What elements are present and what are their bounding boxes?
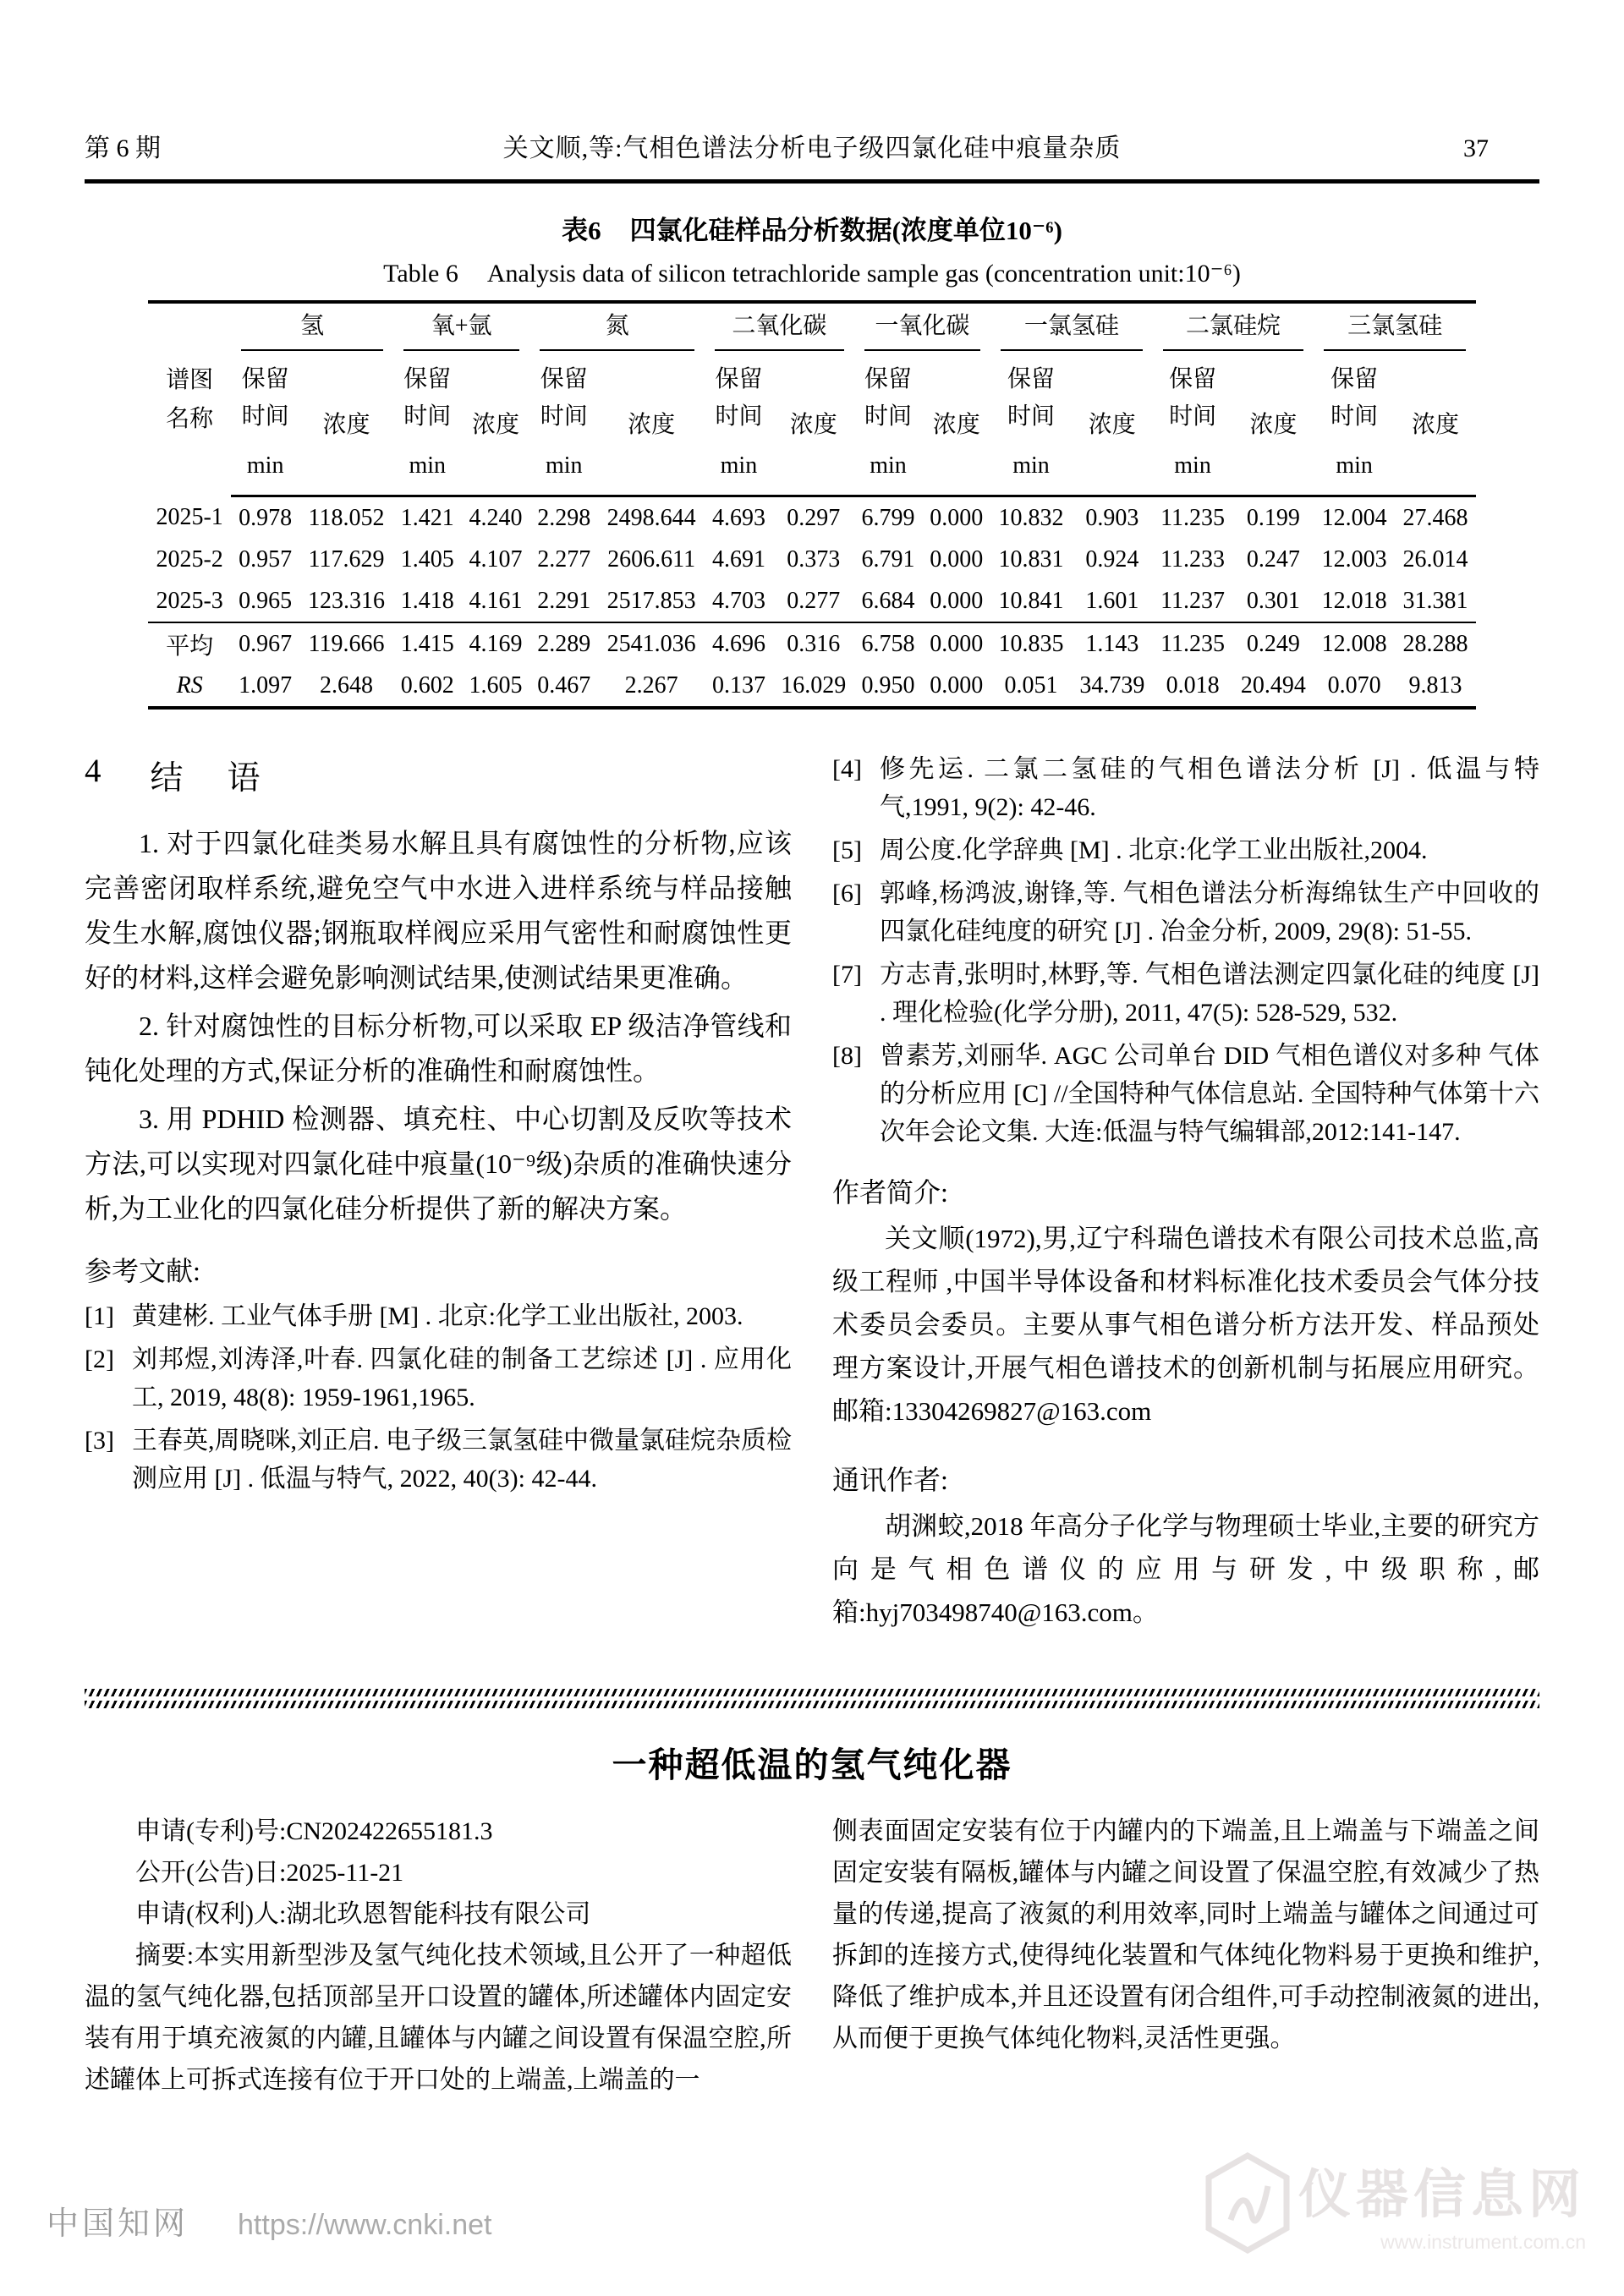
table-cell: 0.199	[1246, 504, 1300, 531]
body-columns	[85, 745, 1539, 1660]
table-cell: 2.291	[537, 587, 591, 614]
table-cell: 11.235	[1160, 504, 1226, 531]
corresponding-author-heading: 通讯作者:	[832, 1465, 948, 1495]
reference-text: 刘邦煜,刘涛泽,叶春. 四氯化硅的制备工艺综述 [J] . 应用化工, 2019, 48(8): 1959-1961,1965.	[132, 1345, 792, 1411]
subheader-concentration: 浓度	[598, 351, 705, 496]
instrument-logo-icon	[1205, 2152, 1290, 2254]
patent-number-field: 申请(专利)号:CN202422655181.3	[135, 1817, 493, 1845]
table-cell: 12.003	[1321, 545, 1387, 573]
table-cell: 118.052	[308, 504, 385, 531]
table-cell: 20.494	[1240, 671, 1306, 699]
table-cell: 0.903	[1085, 504, 1139, 531]
page-footer	[47, 2197, 491, 2244]
gas-header: 一氯氢硅	[990, 302, 1153, 351]
subheader-retention: 保留 时间 min	[231, 351, 299, 496]
table-cell: 11.235	[1153, 622, 1233, 665]
table-cell: 0.467	[537, 671, 591, 699]
table-cell: 16.029	[781, 671, 847, 699]
row-header-line2: 名称	[166, 405, 214, 432]
table-cell: 0.000	[930, 671, 984, 699]
issue-label: 第 6 期	[85, 134, 161, 162]
table-cell: 10.831	[998, 545, 1064, 573]
patent-columns	[85, 1811, 1539, 2101]
table-cell: 2517.853	[606, 587, 696, 614]
table-caption-en-label: Table 6	[383, 260, 458, 288]
table-cell: 0.051	[1004, 671, 1058, 699]
patent-abstract-right: 侧表面固定安装有位于内罐内的下端盖,且上端盖与下端盖之间固定安装有隔板,罐体与内罐之间设置了保温空腔,有效减少了热量的传递,提高了液氮的利用效率,同时上端盖与罐体之间通过可拆卸的连接方式,使得纯化装置和气体纯化物料易于更换和维护,降低了维护成本,并且还设置有闭合组件,可手动控制液氮的进出,从而便于更换气体纯化物料,灵活性更强。	[832, 1817, 1539, 2052]
table-cell: 1.421	[400, 504, 454, 531]
reference-text: 郭峰,杨鸿波,谢锋,等. 气相色谱法分析海绵钛生产中回收的四氯化硅纯度的研究 [J] . 冶金分析, 2009, 29(8): 51-55.	[880, 879, 1539, 945]
table-cell: 2.648	[319, 671, 373, 699]
corresponding-author-text: 胡渊蛟,2018 年高分子化学与物理硕士毕业,主要的研究方向是气相色谱仪的应用与研发,中级职称,邮箱:hyj703498740@163.com。	[832, 1511, 1539, 1627]
author-bio-heading: 作者简介:	[832, 1177, 948, 1208]
page-number: 37	[1463, 134, 1489, 162]
reference-number: [2]	[85, 1345, 114, 1373]
reference-item	[85, 1340, 792, 1417]
table-caption-zh	[85, 209, 1539, 247]
table-cell: 4.240	[469, 504, 523, 531]
running-header	[85, 127, 1539, 164]
gas-header: 氢	[231, 302, 393, 351]
reference-text: 周公度.化学辞典 [M] . 北京:化学工业出版社,2004.	[880, 836, 1428, 864]
table-subheader-row	[148, 351, 1476, 496]
table-cell: 10.841	[998, 587, 1064, 614]
watermark-name: 仪器信息网	[1298, 2166, 1586, 2224]
reference-item	[85, 1297, 792, 1335]
patent-applicant-field: 申请(权利)人:湖北玖恩智能科技有限公司	[135, 1900, 591, 1928]
table-cell: 6.758	[854, 622, 923, 665]
table-cell: 119.666	[299, 622, 393, 665]
table-cell: 117.629	[308, 545, 385, 573]
table-cell: 0.950	[861, 671, 915, 699]
table-cell: 0.137	[711, 671, 765, 699]
table-cell: 0.316	[773, 622, 854, 665]
reference-number: [3]	[85, 1427, 114, 1455]
table-cell: 0.965	[239, 587, 293, 614]
reference-number: [5]	[832, 836, 862, 864]
subheader-retention: 保留 时间 min	[705, 351, 773, 496]
subheader-concentration: 浓度	[1072, 351, 1153, 496]
cnki-url-link[interactable]: https://www.cnki.net	[238, 2209, 492, 2241]
references-heading: 参考文献:	[85, 1256, 200, 1286]
left-column	[85, 745, 792, 1660]
table-cell: 31.381	[1402, 587, 1468, 614]
watermark-text	[1298, 2152, 1586, 2254]
reference-number: [8]	[832, 1042, 862, 1070]
patent-publication-date-field: 公开(公告)日:2025-11-21	[135, 1859, 404, 1887]
table-cell: 2541.036	[598, 622, 705, 665]
table-cell: 0.373	[787, 545, 841, 573]
subheader-concentration: 浓度	[773, 351, 854, 496]
table-cell: 1.143	[1072, 622, 1153, 665]
table-cell: 11.237	[1160, 587, 1226, 614]
table-row-average	[148, 622, 1476, 665]
table-row	[148, 496, 1476, 540]
gas-header: 三氯氢硅	[1314, 302, 1476, 351]
table-cell: 4.169	[462, 622, 530, 665]
section-divider	[85, 1689, 1539, 1708]
table-cell: 0.249	[1232, 622, 1314, 665]
table-cell: 2.267	[624, 671, 678, 699]
table-cell: 4.161	[469, 587, 523, 614]
references-list-left	[85, 1297, 792, 1498]
reference-item	[832, 1037, 1539, 1151]
table-cell: 0.602	[400, 671, 454, 699]
subheader-retention: 保留 时间 min	[1314, 351, 1395, 496]
conclusion-paragraph-2: 2. 针对腐蚀性的目标分析物,可以采取 EP 级洁净管线和钝化处理的方式,保证分析的准确性和耐腐蚀性。	[85, 1011, 792, 1086]
table-cell: 12.004	[1321, 504, 1387, 531]
section-title-char2: 语	[227, 760, 261, 797]
table-cell: 0.000	[922, 622, 990, 665]
gas-header: 氧+氩	[393, 302, 529, 351]
row-label: 2025-1	[156, 503, 223, 530]
table-cell: 0.000	[930, 545, 984, 573]
table-cell: 0.301	[1246, 587, 1300, 614]
table-cell: 0.000	[930, 587, 984, 614]
row-label: RS	[176, 671, 203, 699]
section-title-char1: 结	[150, 760, 184, 797]
table-cell: 0.277	[787, 587, 841, 614]
subheader-concentration: 浓度	[299, 351, 393, 496]
table-cell: 11.233	[1160, 545, 1226, 573]
table-cell: 0.924	[1085, 545, 1139, 573]
table-cell: 0.070	[1327, 671, 1381, 699]
gas-header: 一氧化碳	[854, 302, 990, 351]
table-cell: 4.691	[711, 545, 765, 573]
watermark-url: www.instrument.com.cn	[1380, 2231, 1586, 2253]
patent-abstract-left: 摘要:本实用新型涉及氢气纯化技术领域,且公开了一种超低温的氢气纯化器,包括顶部呈开口设置的罐体,所述罐体内固定安装有用于填充液氮的内罐,且罐体与内罐之间设置有保温空腔,所述罐体上可拆式连接有位于开口处的上端盖,上端盖的一	[85, 1942, 792, 2094]
hatch-line-icon	[85, 1701, 1539, 1708]
row-label: 2025-2	[156, 545, 223, 573]
table-cell: 28.288	[1395, 622, 1476, 665]
reference-text: 王春英,周晓咪,刘正启. 电子级三氯氢硅中微量氯硅烷杂质检测应用 [J] . 低温与特气, 2022, 40(3): 42-44.	[132, 1427, 792, 1493]
section-number: 4	[85, 753, 102, 789]
reference-item	[85, 1422, 792, 1498]
analysis-table	[148, 300, 1476, 710]
reference-text: 方志青,张明时,林野,等. 气相色谱法测定四氯化硅的纯度 [J] . 理化检验(化学分册), 2011, 47(5): 528-529, 532.	[880, 961, 1539, 1027]
subheader-retention: 保留 时间 min	[990, 351, 1072, 496]
reference-item	[832, 831, 1539, 869]
patent-right-column	[832, 1811, 1539, 2101]
table-cell: 6.799	[861, 504, 915, 531]
instrument-watermark	[1205, 2152, 1586, 2254]
table-cell: 0.297	[787, 504, 841, 531]
table-cell: 0.957	[239, 545, 293, 573]
reference-item	[832, 750, 1539, 826]
table-cell: 4.107	[469, 545, 523, 573]
table-cell: 10.835	[990, 622, 1072, 665]
table-cell: 26.014	[1402, 545, 1468, 573]
table-gas-row	[148, 302, 1476, 351]
reference-number: [1]	[85, 1302, 114, 1330]
table-cell: 9.813	[1408, 671, 1462, 699]
reference-item	[832, 874, 1539, 951]
table-cell: 2.289	[529, 622, 598, 665]
conclusion-paragraph-3: 3. 用 PDHID 检测器、填充柱、中心切割及反吹等技术方法,可以实现对四氯化硅中痕量(10⁻⁹级)杂质的准确快速分析,为工业化的四氯化硅分析提供了新的解决方案。	[85, 1104, 792, 1224]
table-cell: 123.316	[307, 587, 385, 614]
table-cell: 4.696	[705, 622, 773, 665]
row-label: 平均	[148, 622, 231, 665]
header-rule	[85, 179, 1539, 184]
subheader-concentration: 浓度	[922, 351, 990, 496]
table-row	[148, 539, 1476, 580]
subheader-concentration: 浓度	[1232, 351, 1314, 496]
table-cell: 1.605	[469, 671, 523, 699]
table-cell: 0.018	[1166, 671, 1220, 699]
subheader-retention: 保留 时间 min	[393, 351, 462, 496]
gas-header: 二氯硅烷	[1153, 302, 1314, 351]
table-cell: 0.000	[930, 504, 984, 531]
table-cell: 4.703	[711, 587, 765, 614]
table-cell: 2.277	[537, 545, 591, 573]
gas-header: 氮	[529, 302, 705, 351]
table-cell: 2498.644	[606, 504, 696, 531]
cnki-brand: 中国知网	[47, 2206, 189, 2242]
table-cell: 1.418	[400, 587, 454, 614]
table-cell: 1.405	[400, 545, 454, 573]
table-cell: 1.097	[239, 671, 293, 699]
reference-number: [7]	[832, 961, 862, 989]
subheader-retention: 保留 时间 min	[854, 351, 923, 496]
table-cell: 2.298	[537, 504, 591, 531]
reference-text: 修先运. 二氯二氢硅的气相色谱法分析 [J] . 低温与特气,1991, 9(2): 42-46.	[880, 755, 1539, 821]
row-label: 2025-3	[156, 587, 223, 614]
running-title: 关文顺,等:气相色谱法分析电子级四氯化硅中痕量杂质	[502, 134, 1122, 162]
table-cell: 1.415	[393, 622, 462, 665]
hatch-line-icon	[85, 1689, 1539, 1696]
table-row	[148, 580, 1476, 622]
table-cell: 6.791	[861, 545, 915, 573]
author-bio-text: 关文顺(1972),男,辽宁科瑞色谱技术有限公司技术总监,高级工程师 ,中国半导体设备和材料标准化技术委员会气体分技术委员会委员。主要从事气相色谱分析方法开发、样品预处理方案设计,开展气相色谱技术的创新机制与拓展应用研究。邮箱:13304269827@163.com	[832, 1224, 1539, 1426]
subheader-concentration: 浓度	[462, 351, 530, 496]
conclusion-heading	[85, 752, 792, 799]
table-caption-zh-label: 表6	[562, 216, 601, 245]
table-corner-header	[148, 302, 231, 496]
row-header-line1: 谱图	[166, 366, 214, 393]
table-caption-en	[85, 259, 1539, 288]
table-cell: 2606.611	[607, 545, 696, 573]
right-column	[832, 745, 1539, 1660]
conclusion-paragraph-1: 1. 对于四氯化硅类易水解且具有腐蚀性的分析物,应该完善密闭取样系统,避免空气中水进入进样系统与样品接触发生水解,腐蚀仪器;钢瓶取样阀应采用气密性和耐腐蚀性更好的材料,这样会避免影响测试结果,使测试结果更准确。	[85, 828, 792, 993]
reference-number: [4]	[832, 755, 862, 783]
table-caption-en-text: Analysis data of silicon tetrachloride sample gas (concentration unit:10⁻⁶)	[486, 260, 1241, 288]
patent-title: 一种超低温的氢气纯化器	[612, 1745, 1012, 1784]
table-cell: 12.008	[1314, 622, 1395, 665]
table-cell: 0.967	[231, 622, 299, 665]
subheader-retention: 保留 时间 min	[1153, 351, 1233, 496]
table-cell: 27.468	[1402, 504, 1468, 531]
table-cell: 6.684	[861, 587, 915, 614]
reference-text: 曾素芳,刘丽华. AGC 公司单台 DID 气相色谱仪对多种 气体的分析应用 [C] //全国特种气体信息站. 全国特种气体第十六次年会论文集. 大连:低温与特气编辑部,2012:141-147.	[880, 1042, 1539, 1146]
table-cell: 1.601	[1085, 587, 1139, 614]
reference-text: 黄建彬. 工业气体手册 [M] . 北京:化学工业出版社, 2003.	[132, 1302, 743, 1330]
reference-item	[832, 956, 1539, 1032]
table-row-rs	[148, 665, 1476, 708]
table-cell: 10.832	[998, 504, 1064, 531]
subheader-retention: 保留 时间 min	[529, 351, 598, 496]
patent-left-column	[85, 1811, 792, 2101]
table-caption-zh-text: 四氯化硅样品分析数据(浓度单位10⁻⁶)	[629, 216, 1062, 245]
subheader-concentration: 浓度	[1395, 351, 1476, 496]
table-cell: 0.247	[1246, 545, 1300, 573]
table-cell: 4.693	[711, 504, 765, 531]
reference-number: [6]	[832, 879, 862, 907]
table-cell: 0.978	[239, 504, 293, 531]
table-cell: 12.018	[1321, 587, 1387, 614]
references-list-right	[832, 750, 1539, 1151]
table-cell: 34.739	[1079, 671, 1145, 699]
gas-header: 二氧化碳	[705, 302, 854, 351]
